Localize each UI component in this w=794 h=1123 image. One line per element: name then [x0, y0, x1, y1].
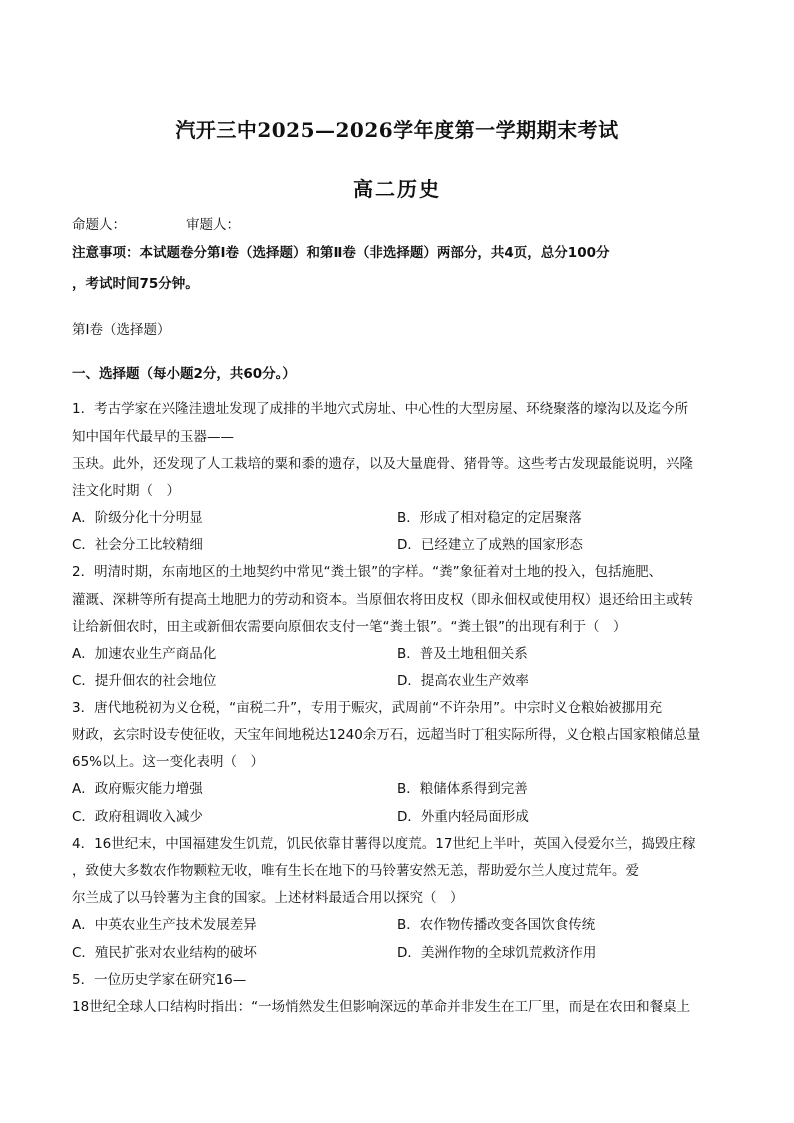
question-2-line-3: 让给新佃农时，田主或新佃农需要向原佃农支付一笔“粪土银”。“粪土银”的出现有利于（ ） [72, 619, 627, 635]
question-4-option-d: D．美洲作物的全球饥荒救济作用 [397, 945, 597, 961]
question-1-option-b: B．形成了相对稳定的定居聚落 [397, 510, 582, 526]
question-3-option-c: C．政府租调收入减少 [72, 809, 203, 825]
question-2-option-d: D．提高农业生产效率 [397, 673, 529, 689]
reviewer-label: 审题人： [186, 217, 240, 233]
question-4-option-c: C．殖民扩张对农业结构的破坏 [72, 945, 257, 961]
setter-label: 命题人： [72, 217, 126, 233]
question-2-line-1: 2．明清时期，东南地区的土地契约中常见“粪土银”的字样。“粪”象征着对土地的投入，包括施肥、 [72, 564, 663, 580]
notice-line-1: 注意事项：本试题卷分第Ⅰ卷（选择题）和第Ⅱ卷（非选择题）两部分，共4页，总分100分 [72, 245, 610, 261]
volume-heading: 第Ⅰ卷（选择题） [72, 322, 171, 338]
question-4-option-b: B．农作物传播改变各国饮食传统 [397, 917, 596, 933]
section-heading: 一、选择题（每小题2分，共60分。） [72, 366, 296, 382]
question-3-line-2: 财政，玄宗时设专使征收，天宝年间地税达1240余万石，远超当时丁租实际所得，义仓粮占国家粮储总量 [72, 727, 701, 743]
question-1-line-3: 玉玦。此外，还发现了人工栽培的粟和黍的遗存，以及大量鹿骨、猪骨等。这些考古发现最能说明，兴隆 [72, 456, 693, 472]
question-5-line-2: 18世纪全球人口结构时指出：“一场悄然发生但影响深远的革命并非发生在工厂里，而是在农田和餐桌上 [72, 999, 691, 1015]
question-4-line-3: 尔兰成了以马铃薯为主食的国家。上述材料最适合用以探究（ ） [72, 890, 464, 906]
question-5-line-1: 5．一位历史学家在研究16— [72, 972, 247, 988]
question-1-option-d: D．已经建立了成熟的国家形态 [397, 537, 583, 553]
question-2-option-c: C．提升佃农的社会地位 [72, 673, 217, 689]
question-3-line-3: 65%以上。这一变化表明（ ） [72, 754, 265, 770]
exam-subject: 高二历史 [353, 177, 441, 201]
question-1-line-4: 洼文化时期（ ） [72, 483, 180, 499]
staff-line [72, 216, 732, 234]
question-1-line-2: 知中国年代最早的玉器—— [72, 429, 234, 445]
question-1-line-1: 1．考古学家在兴隆洼遗址发现了成排的半地穴式房址、中心性的大型房屋、环绕聚落的壕沟以及迄今所 [72, 401, 689, 417]
question-3-line-1: 3．唐代地税初为义仓税，“亩税二升”，专用于赈灾，武周前“不许杂用”。中宗时义仓粮始被挪用充 [72, 700, 663, 716]
question-1-option-a: A．阶级分化十分明显 [72, 510, 203, 526]
question-4-option-a: A．中英农业生产技术发展差异 [72, 917, 257, 933]
question-3-option-a: A．政府赈灾能力增强 [72, 781, 203, 797]
question-1-option-c: C．社会分工比较精细 [72, 537, 203, 553]
question-3-option-b: B．粮储体系得到完善 [397, 781, 528, 797]
notice-line-2: ，考试时间75分钟。 [72, 276, 199, 292]
exam-title: 汽开三中2025—2026学年度第一学期期末考试 [175, 118, 619, 142]
question-3-option-d: D．外重内轻局面形成 [397, 809, 529, 825]
question-2-option-b: B．普及土地租佃关系 [397, 646, 528, 662]
question-2-option-a: A．加速农业生产商品化 [72, 646, 217, 662]
question-4-line-1: 4．16世纪末，中国福建发生饥荒，饥民依靠甘薯得以度荒。17世纪上半叶，英国入侵爱尔兰，捣毁庄稼 [72, 836, 696, 852]
question-4-line-2: ，致使大多数农作物颗粒无收，唯有生长在地下的马铃薯安然无恙，帮助爱尔兰人度过荒年。爱 [72, 863, 639, 879]
question-2-line-2: 灌溉、深耕等所有提高土地肥力的劳动和资本。当原佃农将田皮权（即永佃权或使用权）退还给田主或转 [72, 592, 693, 608]
